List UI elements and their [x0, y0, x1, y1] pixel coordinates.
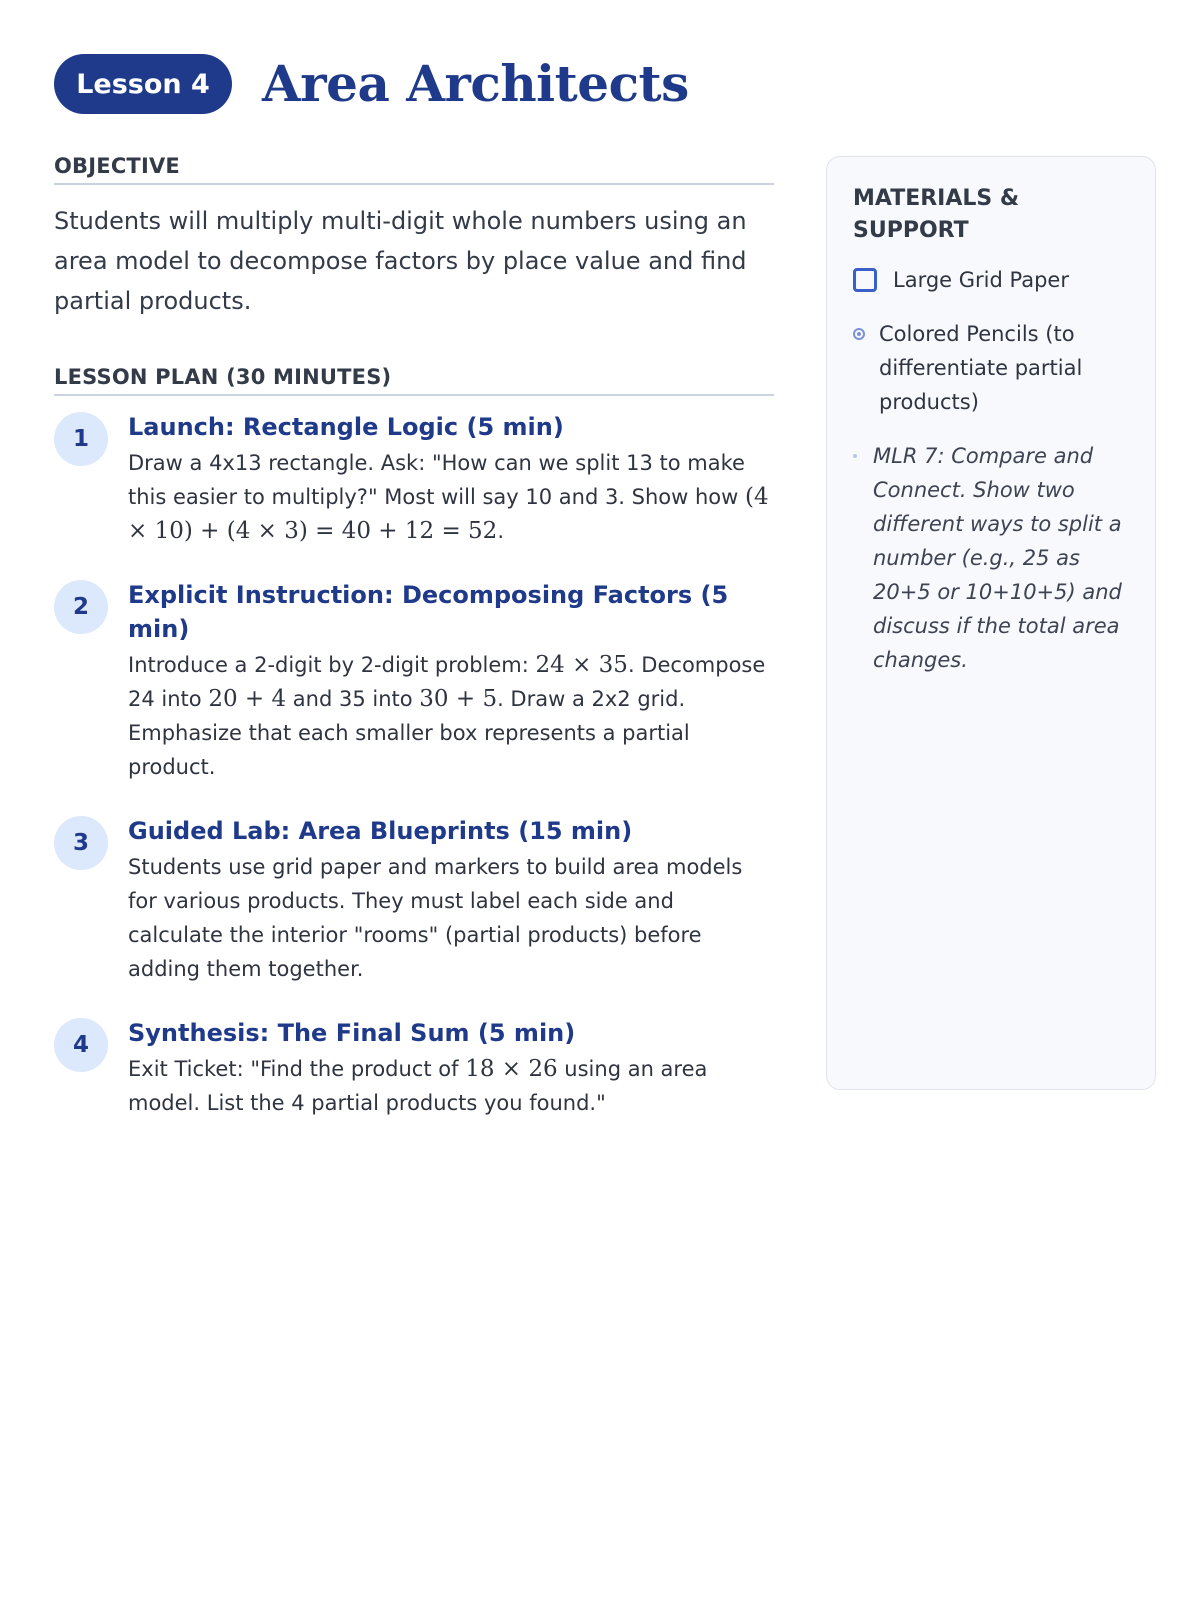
bullet-icon	[853, 328, 865, 340]
materials-heading: MATERIALS & SUPPORT	[853, 186, 1020, 243]
step-text: . Draw a 2x2 grid. Emphasize that each smaller box represents a partial product.	[128, 687, 690, 779]
step-text: Draw a 4x13 rectangle. Ask: "How can we split 13 to make this easier to multiply?" Most will say 10 and 3. Show how	[128, 451, 746, 509]
step-text: Introduce a 2-digit by 2-digit problem:	[128, 653, 536, 677]
dot-icon	[853, 454, 857, 458]
materials-sidebar	[826, 156, 1156, 1090]
step-text: Exit Ticket: "Find the product of	[128, 1057, 466, 1081]
step-number: 4	[54, 1018, 108, 1072]
step-body	[128, 648, 774, 784]
objective-text: Students will multiply multi-digit whole numbers using an area model to decompose factors by place value and find partial products.	[54, 207, 747, 315]
materials-list	[853, 263, 1129, 677]
math-expression: 18 × 26	[465, 1056, 558, 1082]
material-item-grid-paper	[853, 263, 1129, 297]
math-expression: 20 + 4	[208, 686, 287, 712]
checkbox-icon[interactable]	[853, 268, 877, 292]
step-title: Explicit Instruction: Decomposing Factors (5 min)	[128, 581, 729, 643]
lesson-steps	[54, 410, 774, 1120]
material-label: Colored Pencils (to differentiate partial products)	[879, 322, 1083, 414]
page-title: Area Architects	[262, 54, 689, 113]
lesson-badge: Lesson 4	[54, 54, 232, 114]
step-3	[54, 814, 774, 986]
step-4	[54, 1016, 774, 1120]
math-expression: 24 × 35	[535, 652, 628, 678]
step-title: Launch: Rectangle Logic (5 min)	[128, 413, 564, 441]
step-1	[54, 410, 774, 548]
step-text: and 35 into	[286, 687, 420, 711]
objective-heading: OBJECTIVE	[54, 154, 774, 185]
math-expression: (4 × 10) + (4 × 3) = 40 + 12 = 52	[128, 484, 769, 544]
material-label: Large Grid Paper	[893, 268, 1069, 292]
step-text: . Decompose 24 into	[128, 653, 766, 711]
step-title: Guided Lab: Area Blueprints (15 min)	[128, 817, 633, 845]
math-expression: 30 + 5	[419, 686, 498, 712]
step-number: 2	[54, 580, 108, 634]
step-text: using an area model. List the 4 partial products you found."	[128, 1057, 708, 1115]
step-body	[128, 1052, 774, 1120]
step-title: Synthesis: The Final Sum (5 min)	[128, 1019, 576, 1047]
step-body	[128, 850, 774, 986]
step-number: 3	[54, 816, 108, 870]
support-item-mlr7	[853, 439, 1129, 677]
support-note: MLR 7: Compare and Connect. Show two different ways to split a number (e.g., 25 as 20+5 or 10+10+5) and discuss if the total area changes.	[873, 444, 1122, 672]
step-2	[54, 578, 774, 784]
step-text: Students use grid paper and markers to build area models for various products. They must label each side and calculate the interior "rooms" (partial products) before adding them together.	[128, 855, 743, 981]
page-header	[54, 54, 689, 114]
step-number: 1	[54, 412, 108, 466]
step-text: .	[497, 519, 504, 543]
material-item-colored-pencils	[853, 317, 1129, 419]
step-body	[128, 446, 774, 548]
lesson-plan-heading: LESSON PLAN (30 MINUTES)	[54, 365, 774, 396]
main-content	[54, 154, 774, 1150]
